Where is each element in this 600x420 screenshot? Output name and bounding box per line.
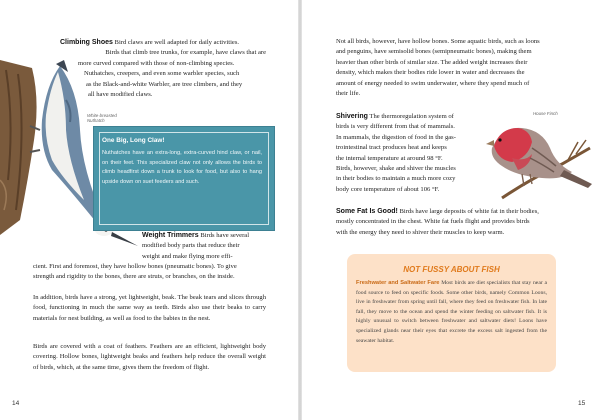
feathers-paragraph: Birds are covered with a coat of feathers. Feathers are an efficient, lightweight body covering. Hollow bones, lightweight beaks and feathers help reduce the overall weight of birds, which, at the same time, gives them the freedom of flight. (33, 343, 266, 371)
finch-caption: House Finch (533, 111, 558, 116)
right-page (302, 0, 600, 420)
fish-sidebar-lead: Freshwater and Saltwater Fare (356, 280, 440, 286)
claw-sidebar-title: One Big, Long Claw! (102, 137, 165, 144)
page-number-right: 15 (578, 400, 586, 407)
page-number-left: 14 (12, 400, 20, 407)
tree-trunk (0, 60, 37, 235)
weight-trimmers-continued: cient. First and foremost, they have hollow bones (pneumatic bones). To give strength and rigidity to the bones, there are struts, or branches, on the inside. (33, 263, 237, 281)
hollow-bones-paragraph: Not all birds, however, have hollow bones. Some aquatic birds, such as loons and penguins, have semisolid bones (semipneumatic bones), making them heavier than other birds of similar size. The added weight increases their density, which makes their bodies ride lower in water and decreases the amount of energy needed to swim underwater, where they spend much of their life. (336, 38, 540, 98)
fat-paragraph: Some Fat Is Good! Birds have large deposits of white fat in their bodies, mostly concentrated in the chest. White fat fuels flight and provides birds with the energy they need to shiver their muscles to keep warm. (336, 208, 539, 236)
weight-trimmers-heading: Weight Trimmers (142, 232, 199, 239)
left-page (0, 0, 298, 420)
weight-trimmers-paragraph: Weight Trimmers Birds have several modified body parts that reduce their weight and make flying more effi- (142, 232, 250, 260)
shivering-heading: Shivering (336, 113, 368, 120)
claw-sidebar-text: Nuthatches have an extra-long, extra-curved hind claw, or nail, on their feet. This specialized claw not only allows the birds to climb headfirst down a trunk to look for food, but also to hang upside down on suet feeders and such. (102, 150, 262, 185)
fish-sidebar-text: Freshwater and Saltwater Fare Most birds are diet specialists that stay near a food source to feed on specific foods. Some other birds, namely Common Loons, live in freshwater from spring until fall, where they feed on freshwater fish. In late fall, they move to the ocean and spend the winter feeding on saltwater fish. It is highly unusual to switch between freshwater and saltwater diets! Loons have specialized glands near their eyes that excrete the excess salt ingested from the seawater habitat. (356, 280, 548, 344)
nuthatch-beak (111, 232, 138, 246)
shivering-paragraph: Shivering The thermoregulation system of birds is very different from that of mammals. In mammals, the digestion of food in the gas- trointestinal tract produces heat and keeps the internal temperature at around 98 °F. Birds, however, shake and shiver the muscles in their bodies to maintain a much more cozy body core temperature of about 106 °F. (336, 113, 456, 193)
climbing-shoes-paragraph: Climbing Shoes Bird claws are well adapted for daily activities. Birds that climb tree trunks, for example, have claws that are more curved compared with those of non-climbing species. Nuthatches, creepers, and even some warbler species, such as the Black-and-white Warbler, are tree climbers, and they all have modified claws. (60, 39, 266, 99)
fat-heading: Some Fat Is Good! (336, 208, 398, 215)
nuthatch-caption: White-breasted Nuthatch (87, 113, 117, 124)
fish-sidebar-title: NOT FUSSY ABOUT FISH (403, 265, 500, 274)
beak-paragraph: In addition, birds have a strong, yet lightweight, beak. The beak tears and slices through food, functioning in much the same way as teeth. Birds also use their beaks to carry materials for nest building, as well as food to the babies in the nest. (33, 294, 266, 322)
climbing-shoes-heading: Climbing Shoes (60, 39, 113, 46)
claw-sidebar (93, 126, 275, 231)
fish-sidebar (347, 254, 556, 372)
